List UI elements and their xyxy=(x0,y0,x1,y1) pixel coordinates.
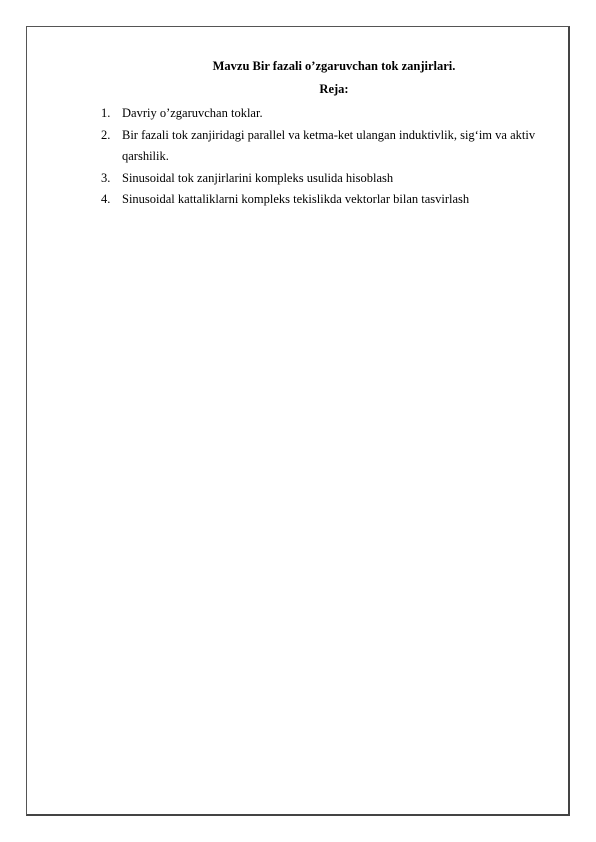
plan-item-1 xyxy=(101,103,561,125)
plan-item-text: Bir fazali tok zanjiridagi parallel va ketma-ket ulangan induktivlik, sig‘im va aktiv qarshilik. xyxy=(122,127,536,163)
plan-item-text: Sinusoidal kattaliklarni kompleks tekislikda vektorlar bilan tasvirlash xyxy=(122,192,470,206)
plan-item-number: 4. xyxy=(101,192,111,206)
plan-item-3 xyxy=(101,168,561,190)
plan-heading xyxy=(0,79,596,99)
plan-item-2 xyxy=(101,125,561,168)
plan-item-4 xyxy=(101,189,561,211)
plan-list xyxy=(101,103,561,211)
plan-item-number: 2. xyxy=(101,127,111,142)
document-title-text: Mavzu Bir fazali o’zgaruvchan tok zanjirlari. xyxy=(212,59,456,73)
plan-item-number: 3. xyxy=(101,170,111,185)
plan-heading-text: Reja: xyxy=(319,82,349,96)
plan-item-text: Davriy o’zgaruvchan toklar. xyxy=(122,106,263,120)
plan-item-text: Sinusoidal tok zanjirlarini kompleks usulida hisoblash xyxy=(122,170,394,185)
plan-item-number: 1. xyxy=(101,106,111,120)
document-title xyxy=(0,56,596,76)
